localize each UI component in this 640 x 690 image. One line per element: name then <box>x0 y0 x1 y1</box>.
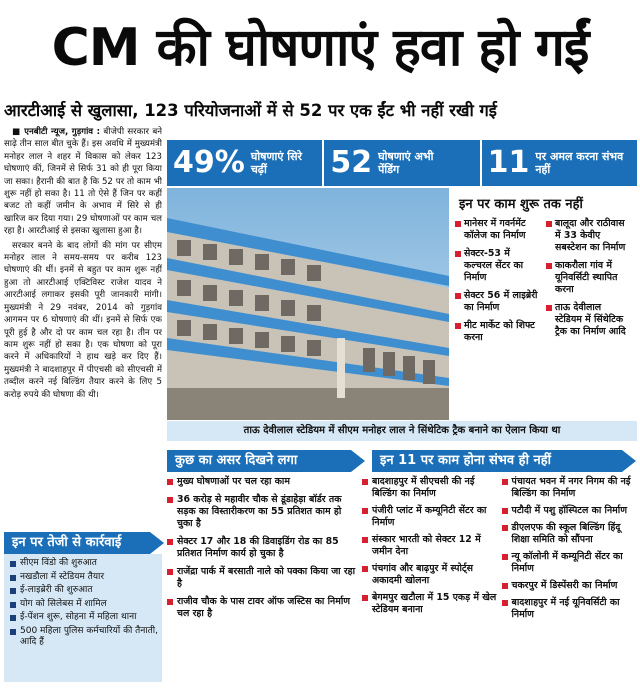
list-item: काकरौला गांव में यूनिवर्सिटी स्थापित करना <box>546 260 631 296</box>
stat-pending <box>324 140 481 186</box>
list-item: डीएलएफ की स्कूल बिल्डिंग हिंदू शिक्षा समिति को सौंपना <box>502 522 638 546</box>
stat-label: घोषणाएं अभी पेंडिंग <box>378 150 434 176</box>
page-subheadline: आरटीआई से खुलासा, 123 परियोजनाओं में से 52 पर एक ईंट भी नहीं रखी गई <box>4 101 497 120</box>
list-item: 36 करोड़ से महावीर चौक से डूंडाहेड़ा बॉर्डर तक सड़क का विस्तारीकरण का 55 प्रतिशत काम हो चुका है <box>167 494 359 530</box>
not-possible-column <box>502 476 638 686</box>
list-item: पंचगांव और बाढ़पुर में स्पोर्ट्स अकादमी खोलना <box>362 563 498 587</box>
stat-number: 52 <box>330 145 373 180</box>
list-item: न्यू कॉलोनी में कम्यूनिटी सेंटर का निर्माण <box>502 551 638 575</box>
article-paragraph: सरकार बनने के बाद लोगों की मांग पर सीएम मनोहर लाल ने समय-समय पर करीब 123 घोषणाएं की थीं। इनमें से बहुत पर काम शुरू नहीं हुआ तो आरटीआई एक्टिविस्ट राजेश यादव ने आरटीआई लगाकर इसकी पूरी जानकारी मांगी। मुख्यमंत्री ने 29 नवंबर, 2014 को गुड़गांव आगमन पर 6 घोषणाएं की थीं। इनमें से सिर्फ एक पूरी हुई है और दो पर काम चल रहा है। तीन पर काम शुरू नहीं हो सका है। एक घोषणा को पूरा करने में अधिकारियों ने हाथ खड़े कर दिए हैं। मुख्यमंत्री ने बादशाहपुर में पीएचसी को सीएचसी में तब्दील करने नई बिल्डिंग तैयार करने के लिए 5 करोड़ रुपये की घोषणा की थी। <box>4 240 162 400</box>
not-started-box <box>449 188 637 420</box>
list-item: नखडौला में स्टेडियम तैयार <box>10 572 158 584</box>
not-possible-list <box>362 476 637 686</box>
not-possible-section-title: इन 11 पर काम होना संभव ही नहीं <box>372 450 622 472</box>
list-item: 500 महिला पुलिस कर्मचारियों की तैनाती, आदि हैं <box>10 626 158 649</box>
article-paragraph <box>4 126 162 238</box>
not-possible-column <box>362 476 498 686</box>
rapid-action-title: इन पर तेजी से कार्रवाई <box>4 532 150 554</box>
photo-caption: ताऊ देवीलाल स्टेडियम में सीएम मनोहर लाल ने सिंथेटिक ट्रैक बनाने का ऐलान किया था <box>167 421 637 441</box>
list-item: बालूदा और राठीवास में 33 केवीए सबस्टेशन का निर्माण <box>546 218 631 254</box>
list-item: संस्कार भारती को सेक्टर 12 में जमीन देना <box>362 534 498 558</box>
article-paragraph-text: बीजेपी सरकार बने साढ़े तीन साल बीत चुके हैं। इस अवधि में मुख्यमंत्री मनोहर लाल ने शहर में विकास को लेकर 123 घोषणाएं कीं, जिनमें से सिर्फ 31 को ही पूरा किया जा सका। हैरानी की बात है कि 52 पर तो काम भी शुरू नहीं हो सका है। 11 तो ऐसे हैं जिन पर कहीं बजट तो कहीं जमीन के अभाव में सिरे से ही खारिज कर दिया गया। 29 घोषणाओं पर काम चल रहा है। आरटीआई से इसका खुलासा हुआ है। <box>4 127 162 237</box>
list-item: सेक्टर-53 में कल्चरल सेंटर का निर्माण <box>455 248 540 284</box>
stat-label: घोषणाएं सिरे चढ़ीं <box>250 150 303 176</box>
list-item: चकरपुर में डिस्पेंसरी का निर्माण <box>502 580 638 592</box>
page-headline: CM की घोषणाएं हवा हो गईं <box>51 18 589 78</box>
rapid-action-list <box>4 554 162 649</box>
list-item: सीएम विंडो की शुरुआत <box>10 558 158 570</box>
list-item: ई-पेंशन शुरू, सोहना में महिला थाना <box>10 612 158 624</box>
stats-bar <box>167 140 637 186</box>
list-item: पटौदी में पशु हॉस्पिटल का निर्माण <box>502 505 638 517</box>
stat-not-possible <box>482 140 637 186</box>
list-item: पंजीरी प्लांट में कम्यूनिटी सेंटर का निर्माण <box>362 505 498 529</box>
not-started-column <box>546 218 631 350</box>
list-item: बादशाहपुर में नई यूनिवर्सिटी का निर्माण <box>502 597 638 621</box>
list-item: मुख्य घोषणाओं पर चल रहा काम <box>167 476 359 488</box>
effect-section-title: कुछ का असर दिखने लगा <box>167 450 351 472</box>
stat-label: पर अमल करना संभव नहीं <box>535 150 624 176</box>
list-item: सेक्टर 17 और 18 की डिवाइडिंग रोड का 85 प्रतिशत निर्माण कार्य हो चुका है <box>167 536 359 560</box>
list-item: राजेंद्रा पार्क में बरसाती नाले को पक्का किया जा रहा है <box>167 566 359 590</box>
list-item: सेक्टर 56 में लाइब्रेरी का निर्माण <box>455 290 540 314</box>
list-item: बादशाहपुर में सीएचसी की नई बिल्डिंग का निर्माण <box>362 476 498 500</box>
list-item: मानेसर में गवर्नमेंट कॉलेज का निर्माण <box>455 218 540 242</box>
stadium-illustration <box>167 188 449 420</box>
article-body <box>4 126 162 531</box>
effect-list <box>167 476 359 686</box>
list-item: योग को सिलेबस में शामिल <box>10 599 158 611</box>
list-item: मीट मार्केट को शिफ्ट करना <box>455 320 540 344</box>
stadium-photo <box>167 188 449 420</box>
stat-number: 49% <box>173 145 245 180</box>
list-item: ताऊ देवीलाल स्टेडियम में सिंथेटिक ट्रैक का निर्माण आदि <box>546 302 631 338</box>
stat-number: 11 <box>487 145 530 180</box>
not-started-grid <box>455 218 631 350</box>
rapid-action-box <box>4 554 162 682</box>
list-item: बेगमपुर खटौला में 15 एकड़ में खेल स्टेडियम बनाना <box>362 592 498 616</box>
list-item: राजीव चौक के पास टावर ऑफ जस्टिस का निर्माण चल रहा है <box>167 596 359 620</box>
article-dateline: ■ एनबीटी न्यूज, गुड़गांव : <box>12 127 101 137</box>
list-item: पंचायत भवन में नगर निगम की नई बिल्डिंग का निर्माण <box>502 476 638 500</box>
stat-completed <box>167 140 324 186</box>
not-started-column <box>455 218 540 350</box>
list-item: ई-लाइब्रेरी की शुरुआत <box>10 585 158 597</box>
not-started-title: इन पर काम शुरू तक नहीं <box>459 197 583 212</box>
